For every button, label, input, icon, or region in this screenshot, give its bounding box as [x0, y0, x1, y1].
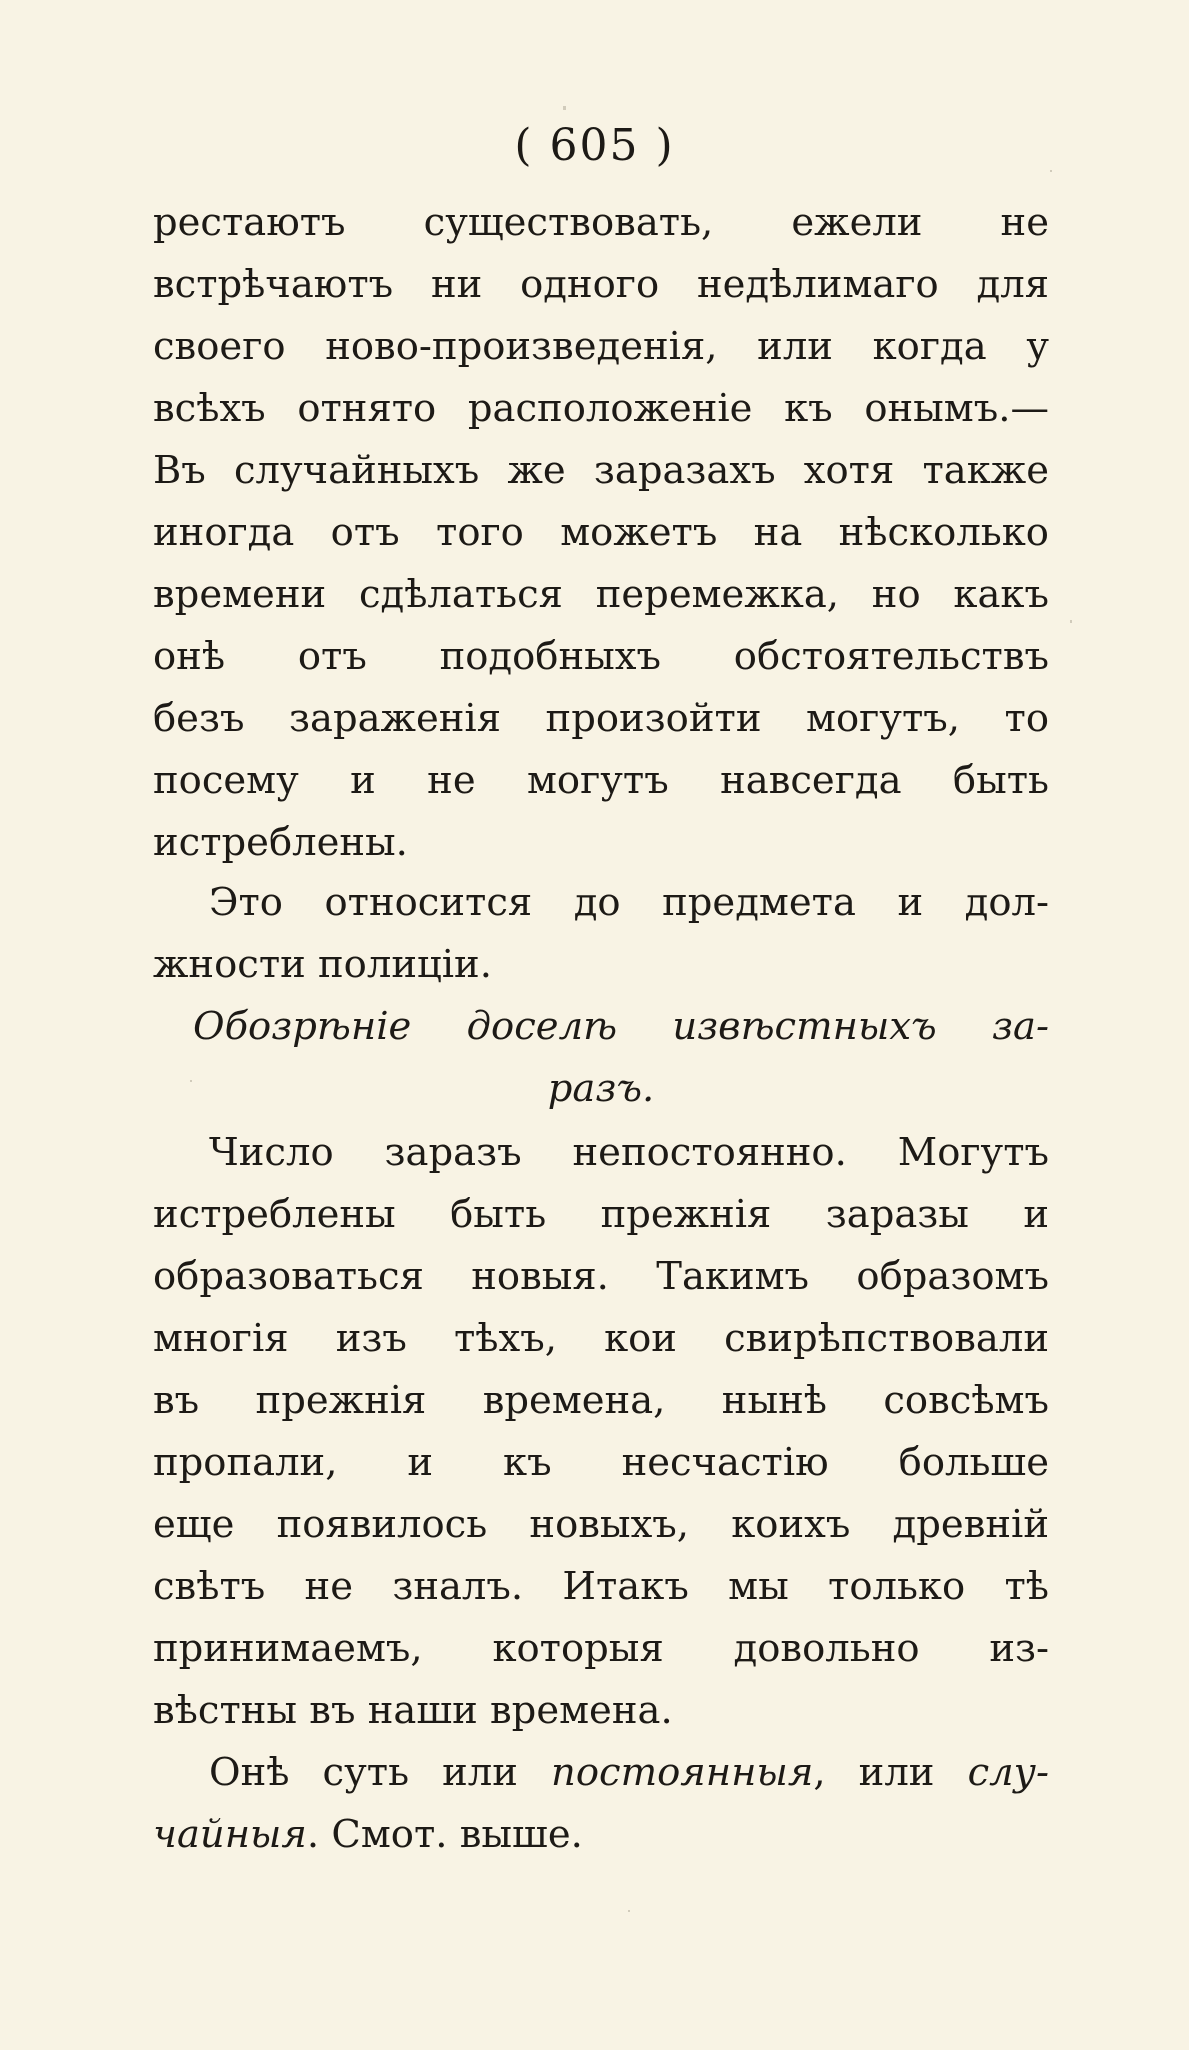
text-line: онѣ отъ подобныхъ обстоятельствъ: [153, 634, 1049, 679]
text-line: принимаемъ, которыя довольно из-: [153, 1626, 1049, 1671]
text-line: образоваться новыя. Такимъ образомъ: [153, 1254, 1049, 1299]
text-line: безъ зараженія произойти могутъ, то: [153, 696, 1049, 741]
text-line: истреблены быть прежнія заразы и: [153, 1192, 1049, 1237]
paragraph-3: [153, 1122, 1049, 1742]
text-line: посему и не могутъ навсегда быть: [153, 758, 1049, 803]
paragraph-2: [153, 872, 1049, 996]
text-line: истреблены.: [153, 820, 408, 865]
text-line: Число заразъ непостоянно. Могутъ: [209, 1130, 1049, 1175]
italic-term: постоянныя: [551, 1750, 814, 1795]
paragraph-1: [153, 192, 1049, 874]
italic-term: чайныя: [153, 1812, 307, 1857]
text-line: времени сдѣлаться перемежка, но какъ: [153, 572, 1049, 617]
text-run: Онѣ суть или: [209, 1750, 552, 1795]
heading-line: Обозрѣніе доселѣ извѣстныхъ за-: [193, 1004, 1049, 1049]
text-line: жности полиціи.: [153, 942, 492, 987]
text-line: рестаютъ существовать, ежели не: [153, 200, 1049, 245]
paper-speck: [1050, 170, 1052, 172]
text-line: въ прежнія времена, нынѣ совсѣмъ: [153, 1378, 1049, 1423]
paper-speck: [190, 1080, 192, 1082]
text-line: многія изъ тѣхъ, кои свирѣпствовали: [153, 1316, 1049, 1361]
text-line: [153, 1742, 1049, 1804]
text-line: свѣтъ не зналъ. Итакъ мы только тѣ: [153, 1564, 1049, 1609]
text-run: . Смот. выше.: [306, 1812, 583, 1857]
text-line: иногда отъ того можетъ на нѣсколько: [153, 510, 1049, 555]
text-line: своего ново-произведенія, или когда у: [153, 324, 1049, 369]
text-line: Въ случайныхъ же заразахъ хотя также: [153, 448, 1049, 493]
paper-speck: [1070, 620, 1072, 623]
italic-term: слу-: [967, 1750, 1049, 1795]
paper-speck: [628, 1910, 630, 1912]
heading-line: разъ.: [547, 1066, 655, 1111]
text-line: вѣстны въ наши времена.: [153, 1688, 673, 1733]
text-line: пропали, и къ несчастію больше: [153, 1440, 1049, 1485]
text-line: Это относится до предмета и дол-: [209, 880, 1049, 925]
section-heading: [153, 996, 1049, 1120]
text-line: встрѣчаютъ ни одного недѣлимаго для: [153, 262, 1049, 307]
text-line: еще появилось новыхъ, коихъ древній: [153, 1502, 1049, 1547]
text-run: , или: [813, 1750, 968, 1795]
paragraph-4: [153, 1742, 1049, 1866]
text-line: [153, 1804, 1049, 1866]
text-line: всѣхъ отнято расположеніе къ онымъ.—: [153, 386, 1049, 431]
page-number: ( 605 ): [514, 120, 675, 171]
paper-speck: [563, 106, 566, 110]
